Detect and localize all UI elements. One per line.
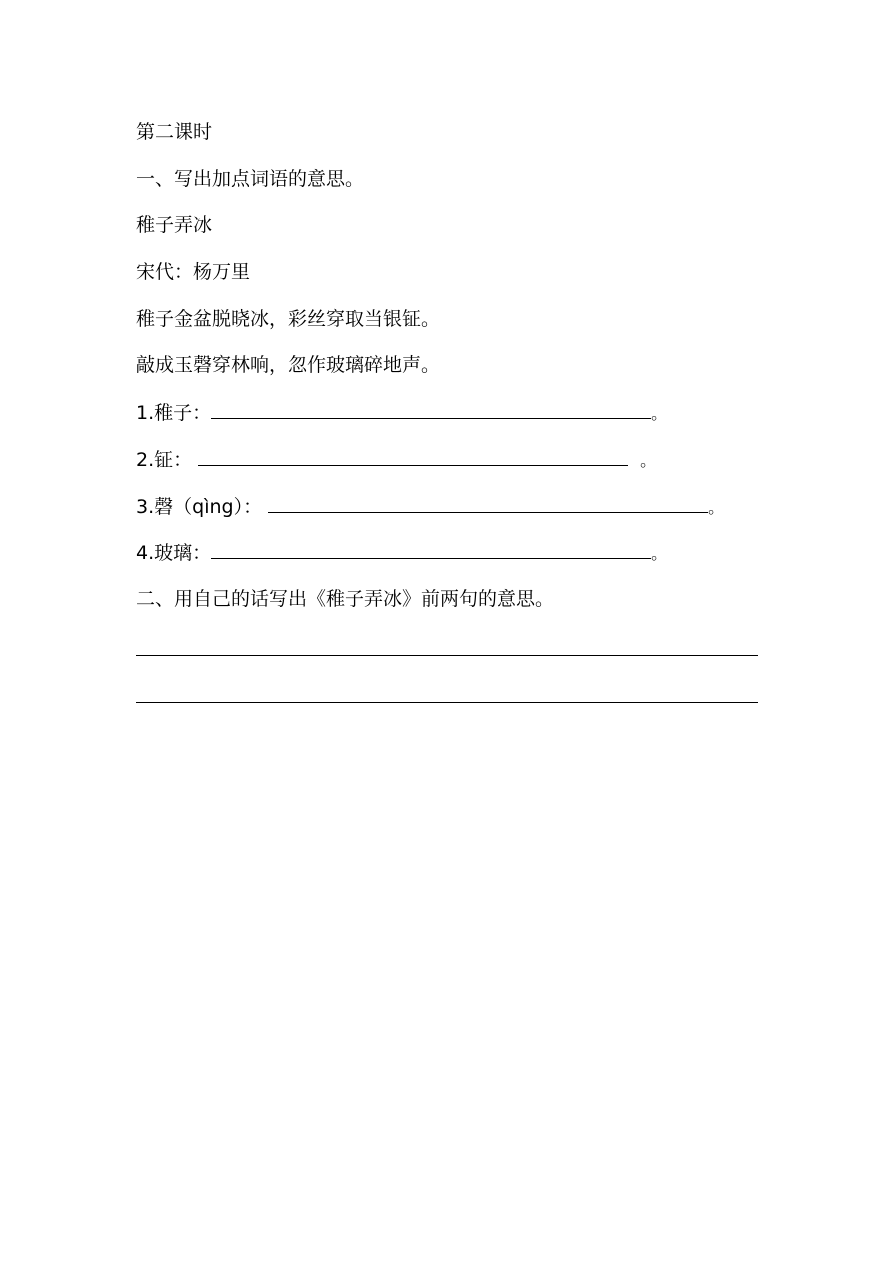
poem-author: 宋代：杨万里: [136, 261, 251, 283]
question-3-answer-blank[interactable]: [268, 494, 708, 513]
question-1: [136, 400, 667, 426]
lesson-title: 第二课时: [136, 121, 213, 143]
question-3: [136, 494, 724, 520]
question-4-label: 4.玻璃：: [136, 542, 212, 564]
question-1-answer-blank[interactable]: [211, 400, 651, 419]
question-2-end-mark: 。: [640, 451, 657, 470]
poem-line-1: 稚子金盆脱晓冰，彩丝穿取当银钲。: [136, 308, 441, 330]
question-1-label: 1.稚子：: [136, 402, 212, 424]
question-1-end-mark: 。: [651, 404, 668, 423]
question-2-answer-blank[interactable]: [198, 447, 628, 466]
poem-title: 稚子弄冰: [136, 214, 213, 236]
question-3-end-mark: 。: [708, 498, 725, 517]
question-4-answer-blank[interactable]: [211, 540, 651, 559]
section-2-answer-line-2[interactable]: [136, 702, 758, 703]
poem-line-2: 敲成玉磬穿林响，忽作玻璃碎地声。: [136, 354, 441, 376]
section-1-heading: 一、写出加点词语的意思。: [136, 168, 365, 190]
section-2-answer-line-1[interactable]: [136, 655, 758, 656]
question-4-end-mark: 。: [651, 544, 668, 563]
section-2-heading: 二、用自己的话写出《稚子弄冰》前两句的意思。: [136, 588, 555, 610]
question-3-label: 3.磬（qìng）：: [136, 496, 263, 518]
question-4: [136, 540, 667, 566]
question-2: [136, 447, 656, 473]
question-2-label: 2.钲：: [136, 449, 193, 471]
